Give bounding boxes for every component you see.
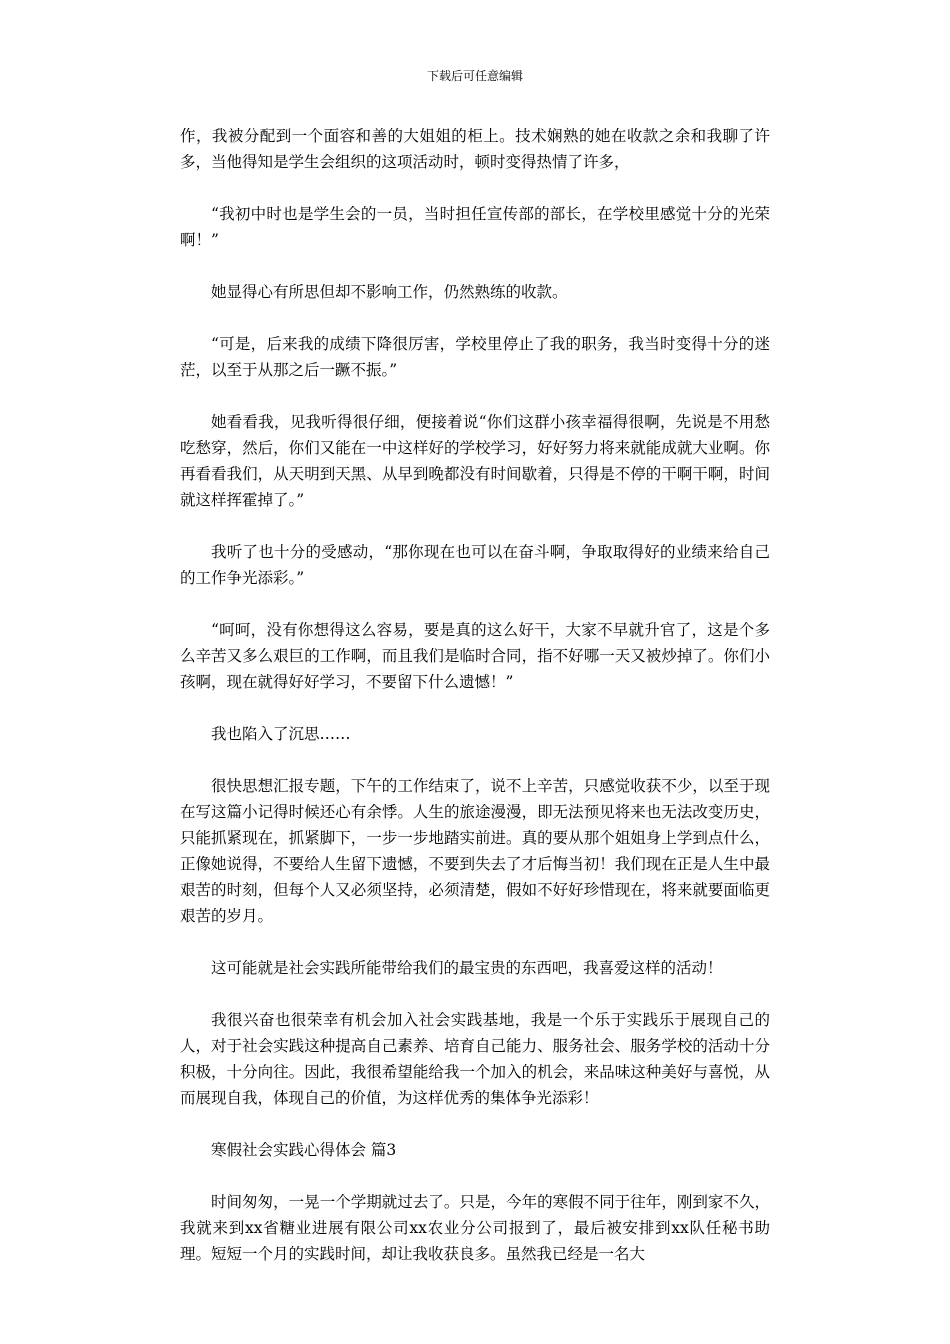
paragraph: 时间匆匆，一晃一个学期就过去了。只是，今年的寒假不同于往年，刚到家不久，我就来到xx省糖业进展有限公司xx农业分公司报到了，最后被安排到xx队任秘书助理。短短一个月的实践时间，却让我收获良多。虽然我已经是一名大	[180, 1193, 770, 1263]
paragraph: 很快思想汇报专题，下午的工作结束了，说不上辛苦，只感觉收获不少，以至于现在写这篇小记得时候还心有余悸。人生的旅途漫漫，即无法预见将来也无法改变历史，只能抓紧现在，抓紧脚下，一步一步地踏实前进。真的要从那个姐姐身上学到点什么，正像她说得，不要给人生留下遗憾，不要到失去了才后悔当初！我们现在正是人生中最艰苦的时刻，但每个人又必须坚持，必须清楚，假如不好好珍惜现在，将来就要面临更艰苦的岁月。	[180, 777, 770, 925]
paragraph: 这可能就是社会实践所能带给我们的最宝贵的东西吧，我喜爱这样的活动！	[211, 959, 723, 977]
paragraph: 作，我被分配到一个面容和善的大姐姐的柜上。技术娴熟的她在收款之余和我聊了许多，当他得知是学生会组织的这项活动时，顿时变得热情了许多，	[180, 127, 770, 171]
paragraph: 我听了也十分的受感动，“那你现在也可以在奋斗啊，争取取得好的业绩来给自己的工作争光添彩。”	[180, 543, 770, 587]
paragraph: 她看看我，见我听得很仔细，便接着说“你们这群小孩幸福得很啊，先说是不用愁吃愁穿，然后，你们又能在一中这样好的学校学习，好好努力将来就能成就大业啊。你再看看我们，从天明到天黑、从早到晚都没有时间歇着，只得是不停的干啊干啊，时间就这样挥霍掉了。”	[180, 413, 770, 509]
document-body	[180, 123, 770, 1267]
section-heading: 寒假社会实践心得体会 篇3	[211, 1141, 397, 1159]
paragraph: 我也陷入了沉思……	[211, 725, 351, 743]
header-note: 下载后可任意编辑	[426, 69, 523, 83]
paragraph: 我很兴奋也很荣幸有机会加入社会实践基地，我是一个乐于实践乐于展现自己的人，对于社会实践这种提高自己素养、培育自己能力、服务社会、服务学校的活动十分积极，十分向往。因此，我很希望能给我一个加入的机会，来品味这种美好与喜悦，从而展现自我，体现自己的价值，为这样优秀的集体争光添彩！	[180, 1011, 770, 1107]
paragraph: “我初中时也是学生会的一员，当时担任宣传部的部长，在学校里感觉十分的光荣啊！”	[180, 205, 770, 249]
paragraph: 她显得心有所思但却不影响工作，仍然熟练的收款。	[211, 283, 568, 301]
paragraph: “可是，后来我的成绩下降很厉害，学校里停止了我的职务，我当时变得十分的迷茫，以至于从那之后一蹶不振。”	[180, 335, 770, 379]
paragraph: “呵呵，没有你想得这么容易，要是真的这么好干，大家不早就升官了，这是个多么辛苦又多么艰巨的工作啊，而且我们是临时合同，指不好哪一天又被炒掉了。你们小孩啊，现在就得好好学习，不要留下什么遗憾！”	[180, 621, 770, 691]
